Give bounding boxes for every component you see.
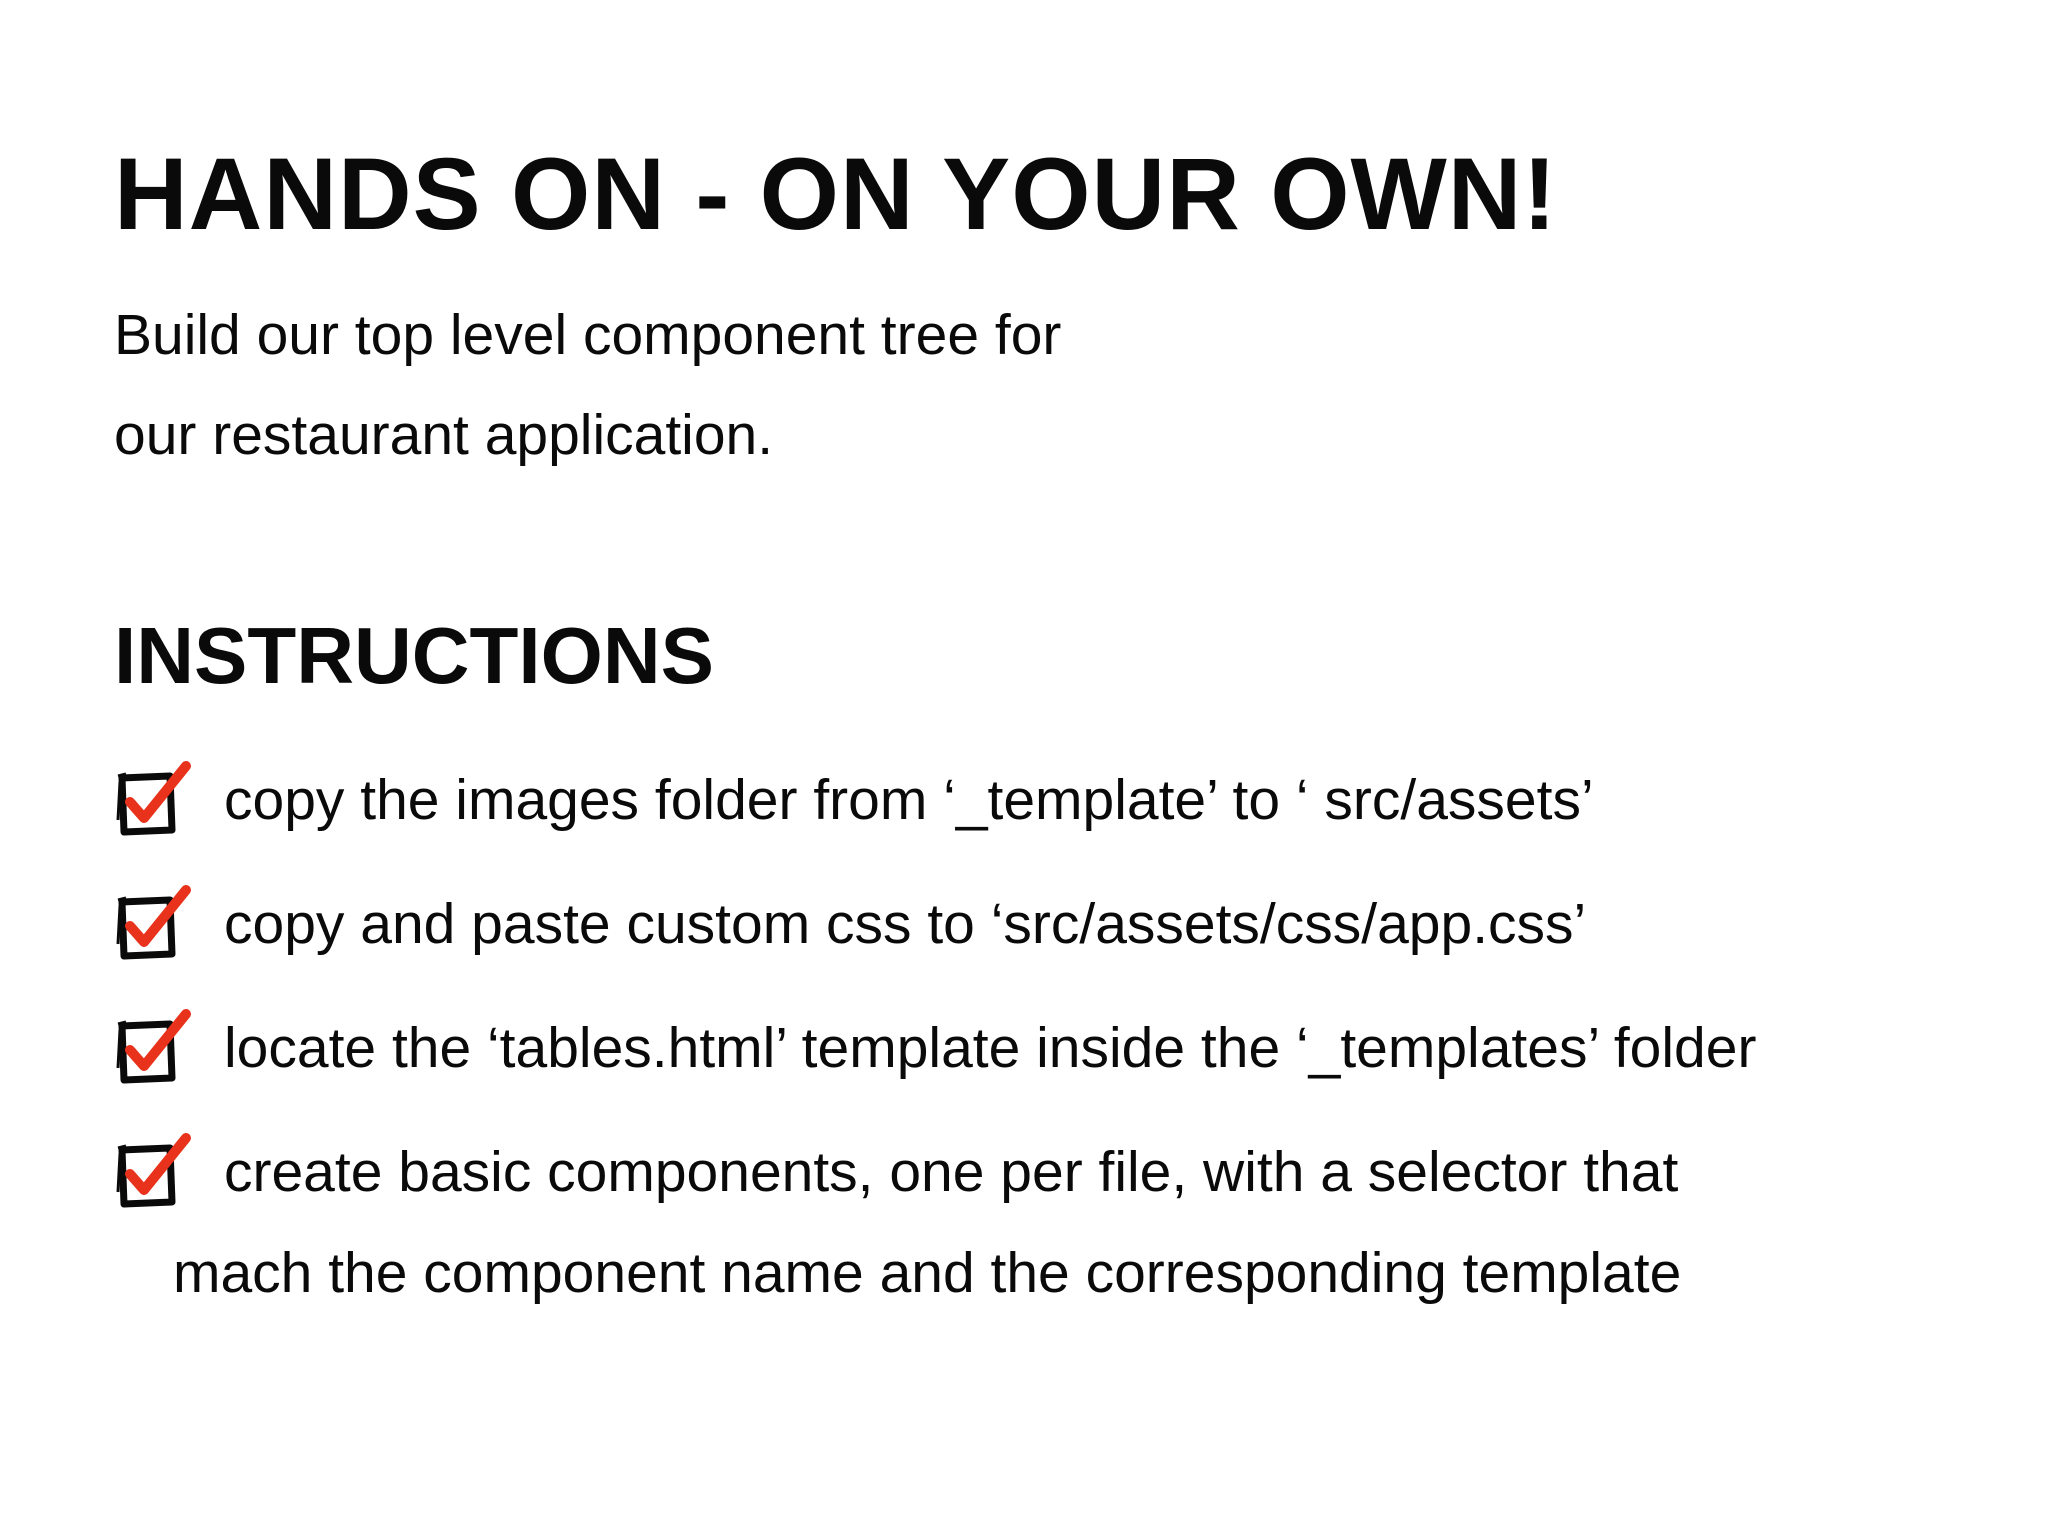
checked-box-icon [114,1008,194,1088]
checked-box-icon [114,760,194,840]
instruction-text: locate the ‘tables.html’ template inside the ‘_templates’ folder [224,1016,1757,1080]
instructions-list [114,738,2014,1234]
instruction-text: create basic components, one per file, with a selector that [224,1140,1679,1204]
checked-box-icon [114,884,194,964]
checked-box-icon [114,1132,194,1212]
instruction-item [114,738,2014,862]
subtitle-line: our restaurant application. [114,403,774,467]
instruction-item [114,1110,2014,1234]
instruction-text: copy and paste custom css to ‘src/assets/css/app.css’ [224,892,1587,956]
instruction-text: copy the images folder from ‘_template’ to ‘ src/assets’ [224,768,1594,832]
instruction-item [114,862,2014,986]
slide-title: HANDS ON - ON YOUR OWN! [114,137,1558,251]
instruction-continuation: mach the component name and the corresponding template [173,1241,1682,1305]
slide-subtitle [114,285,1061,485]
instruction-item [114,986,2014,1110]
instructions-heading: INSTRUCTIONS [114,611,714,700]
subtitle-line: Build our top level component tree for [114,303,1062,367]
